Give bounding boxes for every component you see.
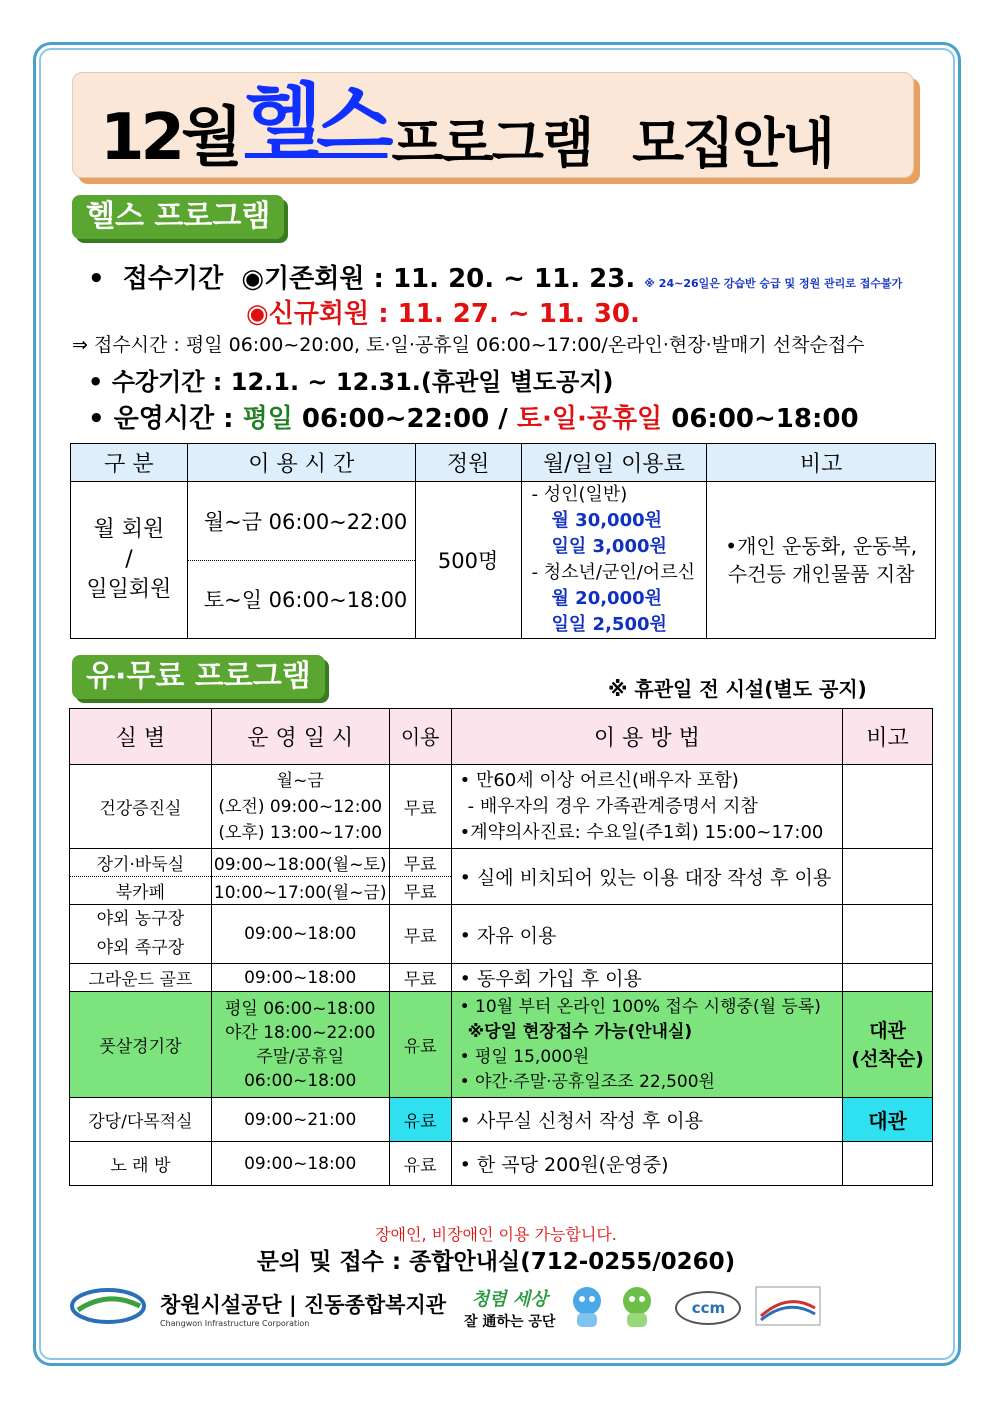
room-note — [843, 849, 933, 905]
room-name: 강당/다목적실 — [70, 1098, 212, 1142]
room-name: 북카페 — [70, 877, 212, 905]
col-method: 이 용 방 법 — [451, 709, 842, 765]
org-name: 창원시설공단 | 진동종합복지관 Changwon Infrastructure Corporation — [160, 1292, 447, 1328]
room-time: 09:00~18:00 — [211, 1142, 389, 1186]
table-row — [70, 1098, 933, 1142]
col-time: 이 용 시 간 — [187, 444, 415, 482]
mascot-blue-icon — [567, 1283, 607, 1333]
room-method: • 동우회 가입 후 이용 — [451, 964, 842, 992]
room-time: 평일 06:00~18:00 야간 18:00~22:00 주말/공휴일 06:00~18:00 — [211, 992, 389, 1098]
table-row — [70, 849, 933, 877]
section-health-program: 헬스 프로그램 — [72, 195, 284, 239]
room-time: 09:00~18:00(월~토) — [211, 849, 389, 877]
table-row — [70, 992, 933, 1098]
contact-info: 문의 및 접수 : 종합안내실(712-0255/0260) — [256, 1249, 736, 1275]
col-remark: 비고 — [843, 709, 933, 765]
room-note: 대관 (선착순) — [843, 992, 933, 1098]
health-note: •개인 운동화, 운동복, 수건등 개인물품 지참 — [707, 482, 936, 639]
section-free-program: 유·무료 프로그램 — [72, 655, 325, 699]
col-room: 실 별 — [70, 709, 212, 765]
room-name: 풋살경기장 — [70, 992, 212, 1098]
room-fee: 유료 — [389, 1098, 451, 1142]
table-row — [70, 1142, 933, 1186]
room-fee: 무료 — [389, 849, 451, 877]
room-note — [843, 1142, 933, 1186]
room-method: • 한 곡당 200원(운영중) — [451, 1142, 842, 1186]
operation-hours: • 운영시간 : 평일 06:00~22:00 / 토·일·공휴일 06:00~18:00 — [88, 404, 859, 434]
col-fee: 월/일일 이용료 — [521, 444, 707, 482]
room-note — [843, 765, 933, 849]
room-method: • 자유 이용 — [451, 905, 842, 964]
fee-list: - 성인(일반) 월 30,000원 일일 3,000원 - 청소년/군인/어르신 월 20,000원 일일 2,500원 — [521, 482, 707, 639]
room-fee: 유료 — [389, 992, 451, 1098]
col-schedule: 운 영 일 시 — [211, 709, 389, 765]
table-row — [70, 905, 933, 964]
room-note: 대관 — [843, 1098, 933, 1142]
reception-existing: • 접수기간 ◉기존회원 : 11. 20. ~ 11. 23. ※ 24~26일은 강습반 승급 및 정원 관리로 접수불가 — [88, 264, 903, 294]
room-name: 장기·바둑실 — [70, 849, 212, 877]
course-period: • 수강기간 : 12.1. ~ 12.31.(휴관일 별도공지) — [88, 368, 614, 396]
room-time: 09:00~18:00 — [211, 905, 389, 964]
room-name: 야외 농구장 야외 족구장 — [70, 905, 212, 964]
accessibility-note: 장애인, 비장애인 이용 가능합니다. — [375, 1225, 617, 1244]
room-method: • 10월 부터 온라인 100% 접수 시행중(월 등록) ※당일 현장접수 가능(안내실) • 평일 15,000원 • 야간·주말·공휴일조조 22,500원 — [451, 992, 842, 1098]
col-capacity: 정원 — [415, 444, 521, 482]
reception-new: ◉신규회원 : 11. 27. ~ 11. 30. — [246, 299, 640, 329]
reception-note: ※ 24~26일은 강습반 승급 및 정원 관리로 접수불가 — [644, 277, 903, 290]
health-fee-table — [70, 443, 936, 639]
room-name: 노 래 방 — [70, 1142, 212, 1186]
room-time: 09:00~18:00 — [211, 964, 389, 992]
ccm-badge: ccm — [675, 1291, 741, 1325]
room-note — [843, 905, 933, 964]
room-time: 09:00~21:00 — [211, 1098, 389, 1142]
weekend-time: 토~일 06:00~18:00 — [187, 560, 415, 639]
capacity: 500명 — [415, 482, 521, 639]
room-fee: 무료 — [389, 964, 451, 992]
certificate-icon — [755, 1286, 821, 1330]
room-fee: 무료 — [389, 765, 451, 849]
table-row — [70, 765, 933, 849]
title-recruit: 모집안내 — [632, 112, 833, 175]
footer-logos — [70, 1283, 940, 1333]
facility-table — [69, 708, 933, 1186]
mascot-green-icon — [617, 1283, 657, 1333]
closure-note: ※ 휴관일 전 시설(별도 공지) — [608, 677, 867, 701]
title-highlight: 헬스 — [244, 75, 388, 168]
weekday-time: 월~금 06:00~22:00 — [187, 482, 415, 561]
reception-time: ⇒ 접수시간 : 평일 06:00~20:00, 토·일·공휴일 06:00~17:00/온라인·현장·발매기 선착순접수 — [72, 334, 865, 356]
corporation-logo-icon — [70, 1284, 146, 1332]
room-name: 건강증진실 — [70, 765, 212, 849]
room-name: 그라운드 골프 — [70, 964, 212, 992]
room-note — [843, 964, 933, 992]
member-type: 월 회원 / 일일회원 — [71, 482, 188, 639]
slogan: 청렴 세상 잘 通하는 공단 — [464, 1289, 556, 1330]
room-fee: 유료 — [389, 1142, 451, 1186]
room-method: • 실에 비치되어 있는 이용 대장 작성 후 이용 — [451, 849, 842, 905]
title-month: 12월 — [100, 101, 239, 175]
room-time: 10:00~17:00(월~금) — [211, 877, 389, 905]
title-program: 프로그램 — [391, 112, 593, 175]
room-fee: 무료 — [389, 877, 451, 905]
col-usage: 이용 — [389, 709, 451, 765]
page-title — [100, 75, 833, 178]
col-note: 비고 — [707, 444, 936, 482]
room-method: • 사무실 신청서 작성 후 이용 — [451, 1098, 842, 1142]
table-row — [70, 964, 933, 992]
room-fee: 무료 — [389, 905, 451, 964]
room-method: • 만60세 이상 어르신(배우자 포함) - 배우자의 경우 가족관계증명서 지참 •계약의사진료: 수요일(주1회) 15:00~17:00 — [451, 765, 842, 849]
col-category: 구 분 — [71, 444, 188, 482]
room-time: 월~금 (오전) 09:00~12:00 (오후) 13:00~17:00 — [211, 765, 389, 849]
